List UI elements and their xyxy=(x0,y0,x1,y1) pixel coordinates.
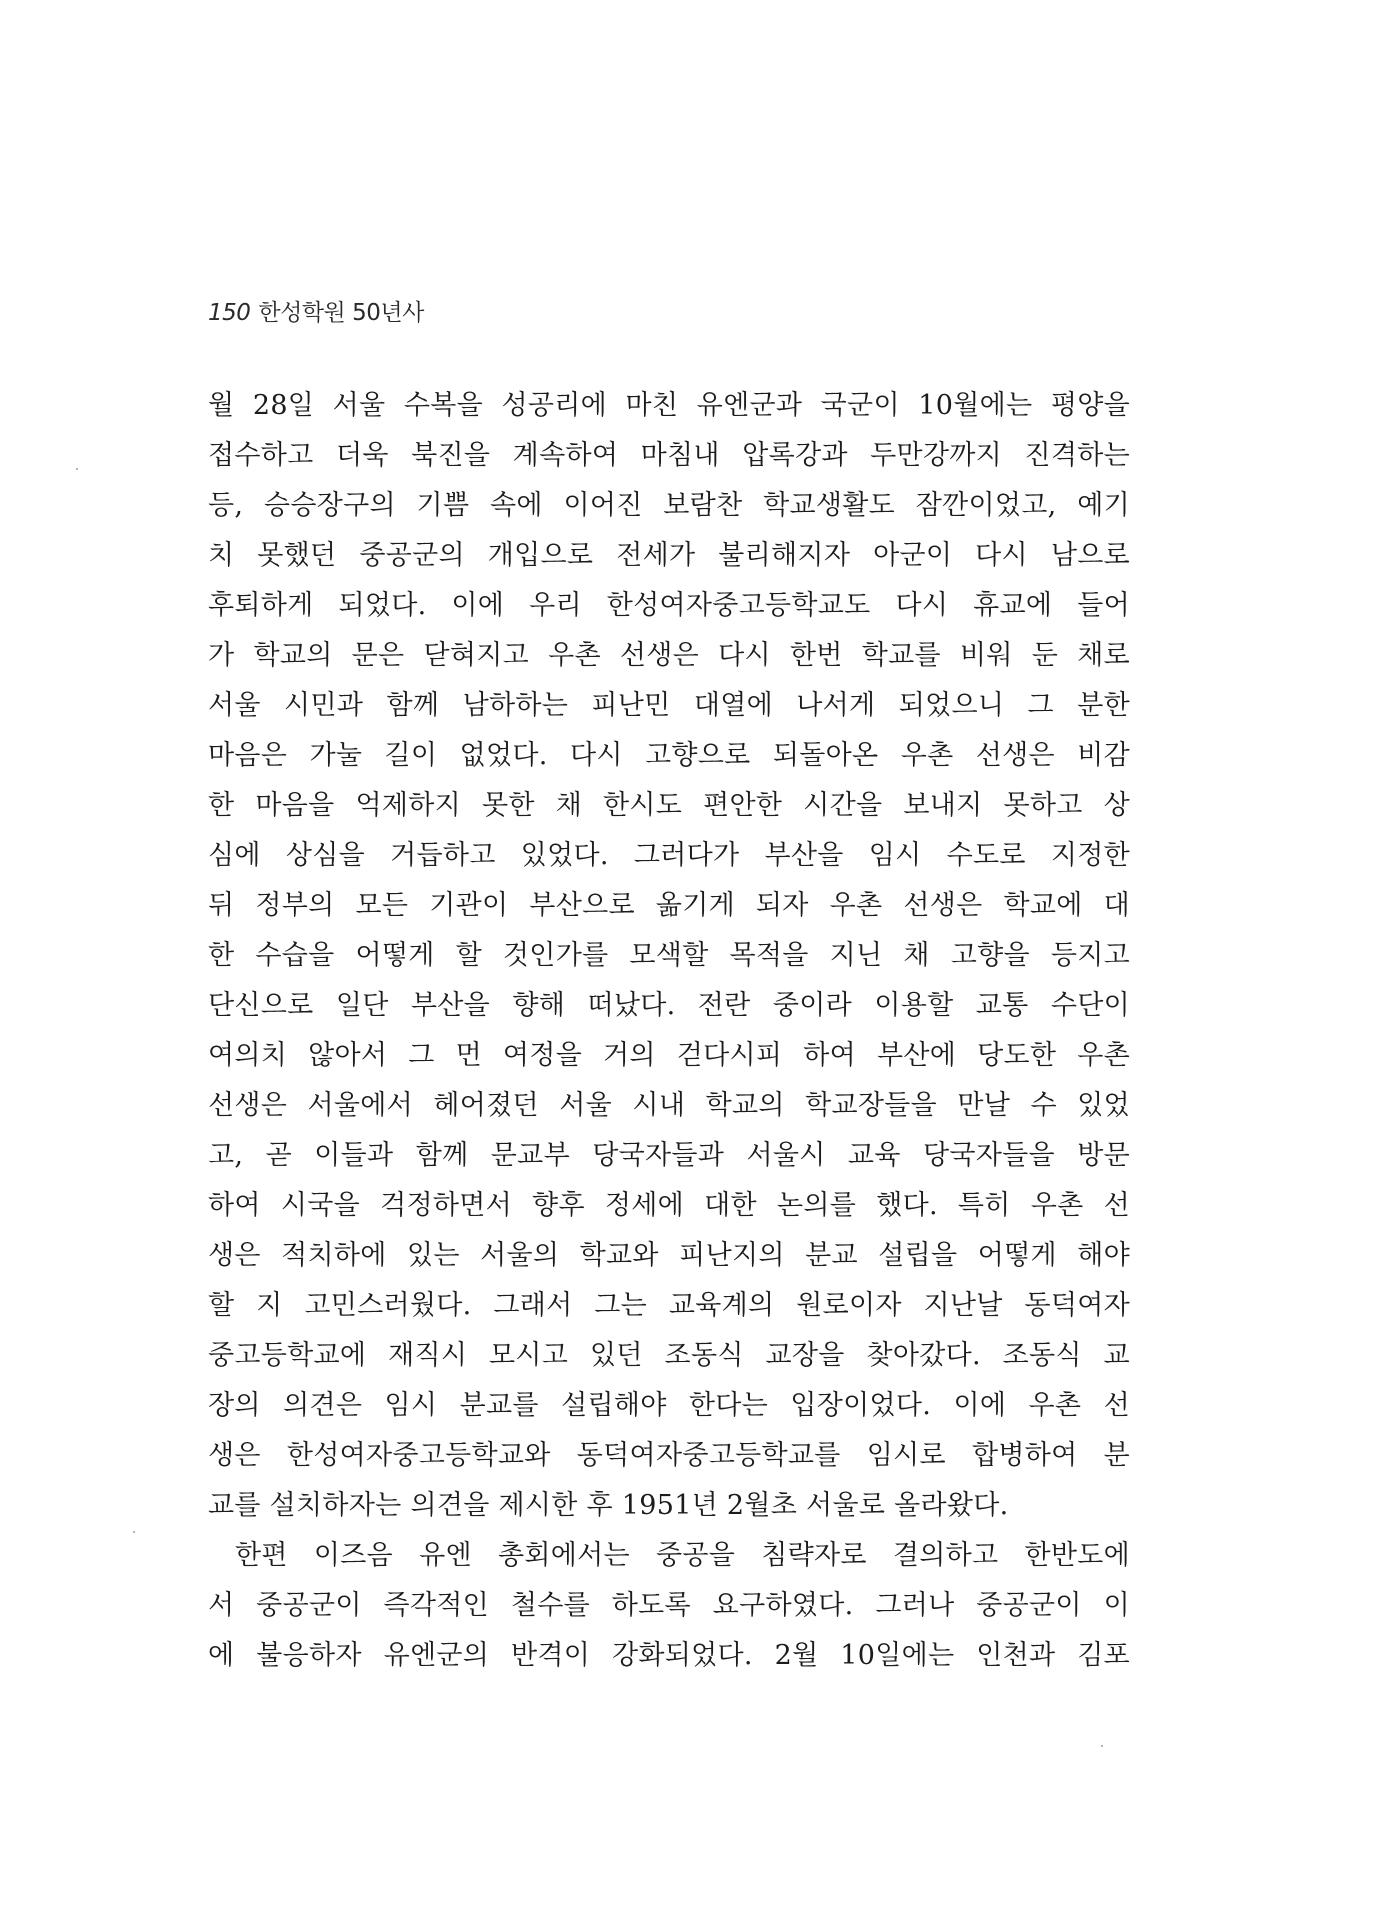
text-line: 한편 이즈음 유엔 총회에서는 중공을 침략자로 결의하고 한반도에 xyxy=(235,1540,1130,1571)
text-line: 후퇴하게 되었다. 이에 우리 한성여자중고등학교도 다시 휴교에 들어 xyxy=(208,590,1130,621)
text-line: 한 수습을 어떻게 할 것인가를 모색할 목적을 지닌 채 고향을 등지고 xyxy=(208,940,1130,971)
text-line: 심에 상심을 거듭하고 있었다. 그러다가 부산을 임시 수도로 지정한 xyxy=(208,840,1130,871)
text-line: 하여 시국을 걱정하면서 향후 정세에 대한 논의를 했다. 특히 우촌 선 xyxy=(208,1190,1130,1221)
text-line: 등, 승승장구의 기쁨 속에 이어진 보람찬 학교생활도 잠깐이었고, 예기 xyxy=(208,490,1130,521)
text-line: 교를 설치하자는 의견을 제시한 후 1951년 2월초 서울로 올라왔다. xyxy=(208,1490,1009,1521)
paragraph-1 xyxy=(208,381,1130,1531)
paragraph-2 xyxy=(208,1531,1130,1681)
body-text xyxy=(208,381,1130,1681)
scan-speck xyxy=(133,1531,135,1533)
text-line: 뒤 정부의 모든 기관이 부산으로 옮기게 되자 우촌 선생은 학교에 대 xyxy=(208,890,1130,921)
text-line: 선생은 서울에서 헤어졌던 서울 시내 학교의 학교장들을 만날 수 있었 xyxy=(208,1090,1130,1121)
page-number: 150 xyxy=(208,300,251,326)
text-line: 서 중공군이 즉각적인 철수를 하도록 요구하였다. 그러나 중공군이 이 xyxy=(208,1590,1130,1621)
scan-speck xyxy=(1101,1745,1103,1747)
text-line: 서울 시민과 함께 남하하는 피난민 대열에 나서게 되었으니 그 분한 xyxy=(208,690,1130,721)
text-line: 단신으로 일단 부산을 향해 떠났다. 전란 중이라 이용할 교통 수단이 xyxy=(208,990,1130,1021)
text-line: 가 학교의 문은 닫혀지고 우촌 선생은 다시 한번 학교를 비워 둔 채로 xyxy=(208,640,1130,671)
text-line: 마음은 가눌 길이 없었다. 다시 고향으로 되돌아온 우촌 선생은 비감 xyxy=(208,740,1130,771)
text-line: 장의 의견은 임시 분교를 설립해야 한다는 입장이었다. 이에 우촌 선 xyxy=(208,1390,1130,1421)
text-line: 에 불응하자 유엔군의 반격이 강화되었다. 2월 10일에는 인천과 김포 xyxy=(208,1640,1130,1671)
text-line: 여의치 않아서 그 먼 여정을 거의 걷다시피 하여 부산에 당도한 우촌 xyxy=(208,1040,1130,1071)
text-line: 접수하고 더욱 북진을 계속하여 마침내 압록강과 두만강까지 진격하는 xyxy=(208,440,1130,471)
text-line: 치 못했던 중공군의 개입으로 전세가 불리해지자 아군이 다시 남으로 xyxy=(208,540,1130,571)
text-line: 할 지 고민스러웠다. 그래서 그는 교육계의 원로이자 지난날 동덕여자 xyxy=(208,1290,1130,1321)
text-line: 생은 한성여자중고등학교와 동덕여자중고등학교를 임시로 합병하여 분 xyxy=(208,1440,1130,1471)
running-header xyxy=(208,294,424,327)
text-line: 생은 적치하에 있는 서울의 학교와 피난지의 분교 설립을 어떻게 해야 xyxy=(208,1240,1130,1271)
text-line: 월 28일 서울 수복을 성공리에 마친 유엔군과 국군이 10월에는 평양을 xyxy=(208,390,1130,421)
text-line: 중고등학교에 재직시 모시고 있던 조동식 교장을 찾아갔다. 조동식 교 xyxy=(208,1340,1130,1371)
scan-speck xyxy=(76,468,78,470)
text-line: 고, 곧 이들과 함께 문교부 당국자들과 서울시 교육 당국자들을 방문 xyxy=(208,1140,1130,1171)
book-title: 한성학원 50년사 xyxy=(258,300,424,326)
text-line: 한 마음을 억제하지 못한 채 한시도 편안한 시간을 보내지 못하고 상 xyxy=(208,790,1130,821)
